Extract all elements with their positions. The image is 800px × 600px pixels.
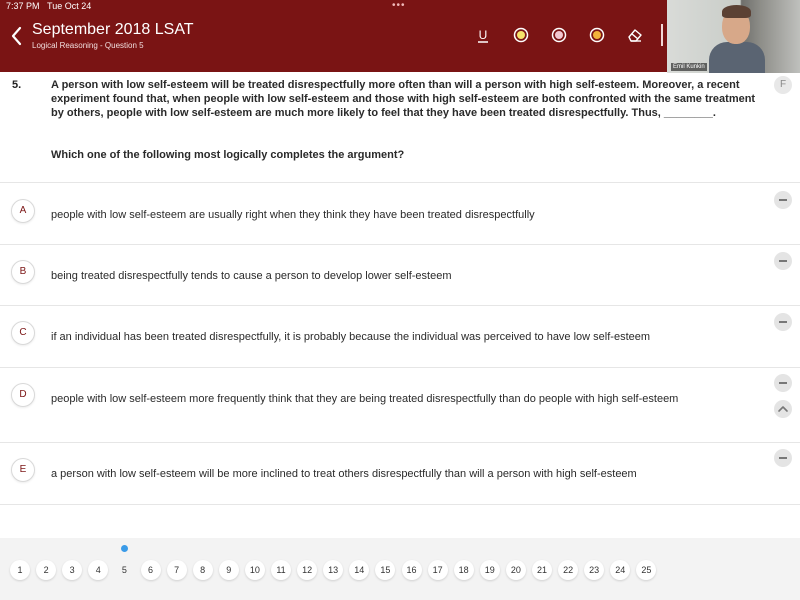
page-button-23[interactable]: 23 [584, 560, 604, 580]
choice-text-b[interactable]: being treated disrespectfully tends to cause a person to develop lower self-esteem [51, 270, 452, 282]
eliminate-d-button[interactable] [774, 374, 792, 392]
divider [0, 442, 800, 443]
question-navigator [0, 538, 800, 600]
page-button-11[interactable]: 11 [271, 560, 291, 580]
page-button-5[interactable]: 5 [114, 560, 134, 580]
chevron-up-icon [774, 400, 792, 418]
current-question-indicator [121, 545, 128, 552]
divider [0, 504, 800, 505]
eliminate-e-button[interactable] [774, 449, 792, 467]
page-button-19[interactable]: 19 [480, 560, 500, 580]
divider [0, 244, 800, 245]
page-button-22[interactable]: 22 [558, 560, 578, 580]
page-button-14[interactable]: 14 [349, 560, 369, 580]
page-button-25[interactable]: 25 [636, 560, 656, 580]
eliminate-c-button[interactable] [774, 313, 792, 331]
page-button-10[interactable]: 10 [245, 560, 265, 580]
eraser-icon[interactable] [626, 26, 644, 44]
toolbar-separator [661, 24, 663, 46]
divider [0, 367, 800, 368]
page-button-18[interactable]: 18 [454, 560, 474, 580]
scroll-up-button[interactable] [774, 400, 792, 418]
page-button-2[interactable]: 2 [36, 560, 56, 580]
page-button-16[interactable]: 16 [402, 560, 422, 580]
question-stem: A person with low self-esteem will be treated disrespectfully more often than will a person with high self-esteem. Moreover, a recent experiment found that, when people with low self-esteem and those with high self-esteem are both confronted with the same treatment by others, people with low self-esteem are much more likely to feel that they have been treated disrespectfully. Thus, ________. [51, 79, 756, 119]
choice-text-c[interactable]: if an individual has been treated disrespectfully, it is probably because the individual was perceived to have low self-esteem [51, 331, 651, 343]
choice-text-e[interactable]: a person with low self-esteem will be more inclined to treat others disrespectfully than will a person with high self-esteem [51, 468, 637, 480]
page-button-15[interactable]: 15 [375, 560, 395, 580]
choice-text-a[interactable]: people with low self-esteem are usually right when they think they have been treated disrespectfully [51, 209, 535, 221]
page-button-20[interactable]: 20 [506, 560, 526, 580]
choice-text-d[interactable]: people with low self-esteem more frequently think that they are being treated disrespectfully than do people with high self-esteem [51, 393, 679, 405]
multitask-dots[interactable]: ••• [392, 0, 406, 11]
highlight-yellow-icon[interactable] [512, 26, 530, 44]
page-button-17[interactable]: 17 [428, 560, 448, 580]
page-button-9[interactable]: 9 [219, 560, 239, 580]
choice-letter-d[interactable]: D [11, 383, 35, 407]
highlight-white-icon[interactable] [550, 26, 568, 44]
underline-icon[interactable] [474, 26, 492, 44]
flag-button[interactable]: F [774, 76, 792, 94]
back-chevron-icon[interactable] [8, 24, 26, 48]
choice-letter-a[interactable]: A [11, 199, 35, 223]
page-button-13[interactable]: 13 [323, 560, 343, 580]
page-button-21[interactable]: 21 [532, 560, 552, 580]
status-time: 7:37 PM Tue Oct 24 [6, 1, 92, 11]
test-title: September 2018 LSAT [32, 21, 194, 38]
page-button-24[interactable]: 24 [610, 560, 630, 580]
page-button-6[interactable]: 6 [141, 560, 161, 580]
divider [0, 305, 800, 306]
choice-letter-b[interactable]: B [11, 260, 35, 284]
divider [0, 182, 800, 183]
page-button-12[interactable]: 12 [297, 560, 317, 580]
question-prompt: Which one of the following most logically completes the argument? [51, 149, 405, 161]
highlight-orange-icon[interactable] [588, 26, 606, 44]
svg-text:U: U [478, 28, 488, 42]
question-number: 5. [12, 79, 22, 91]
eliminate-b-button[interactable] [774, 252, 792, 270]
section-subtitle: Logical Reasoning - Question 5 [32, 41, 144, 50]
choice-letter-c[interactable]: C [11, 321, 35, 345]
page-button-7[interactable]: 7 [167, 560, 187, 580]
page-button-8[interactable]: 8 [193, 560, 213, 580]
eliminate-a-button[interactable] [774, 191, 792, 209]
page-button-1[interactable]: 1 [10, 560, 30, 580]
webcam-name-label: Emil Kunkin [673, 64, 705, 70]
page-button-3[interactable]: 3 [62, 560, 82, 580]
page-button-4[interactable]: 4 [88, 560, 108, 580]
choice-letter-e[interactable]: E [11, 458, 35, 482]
